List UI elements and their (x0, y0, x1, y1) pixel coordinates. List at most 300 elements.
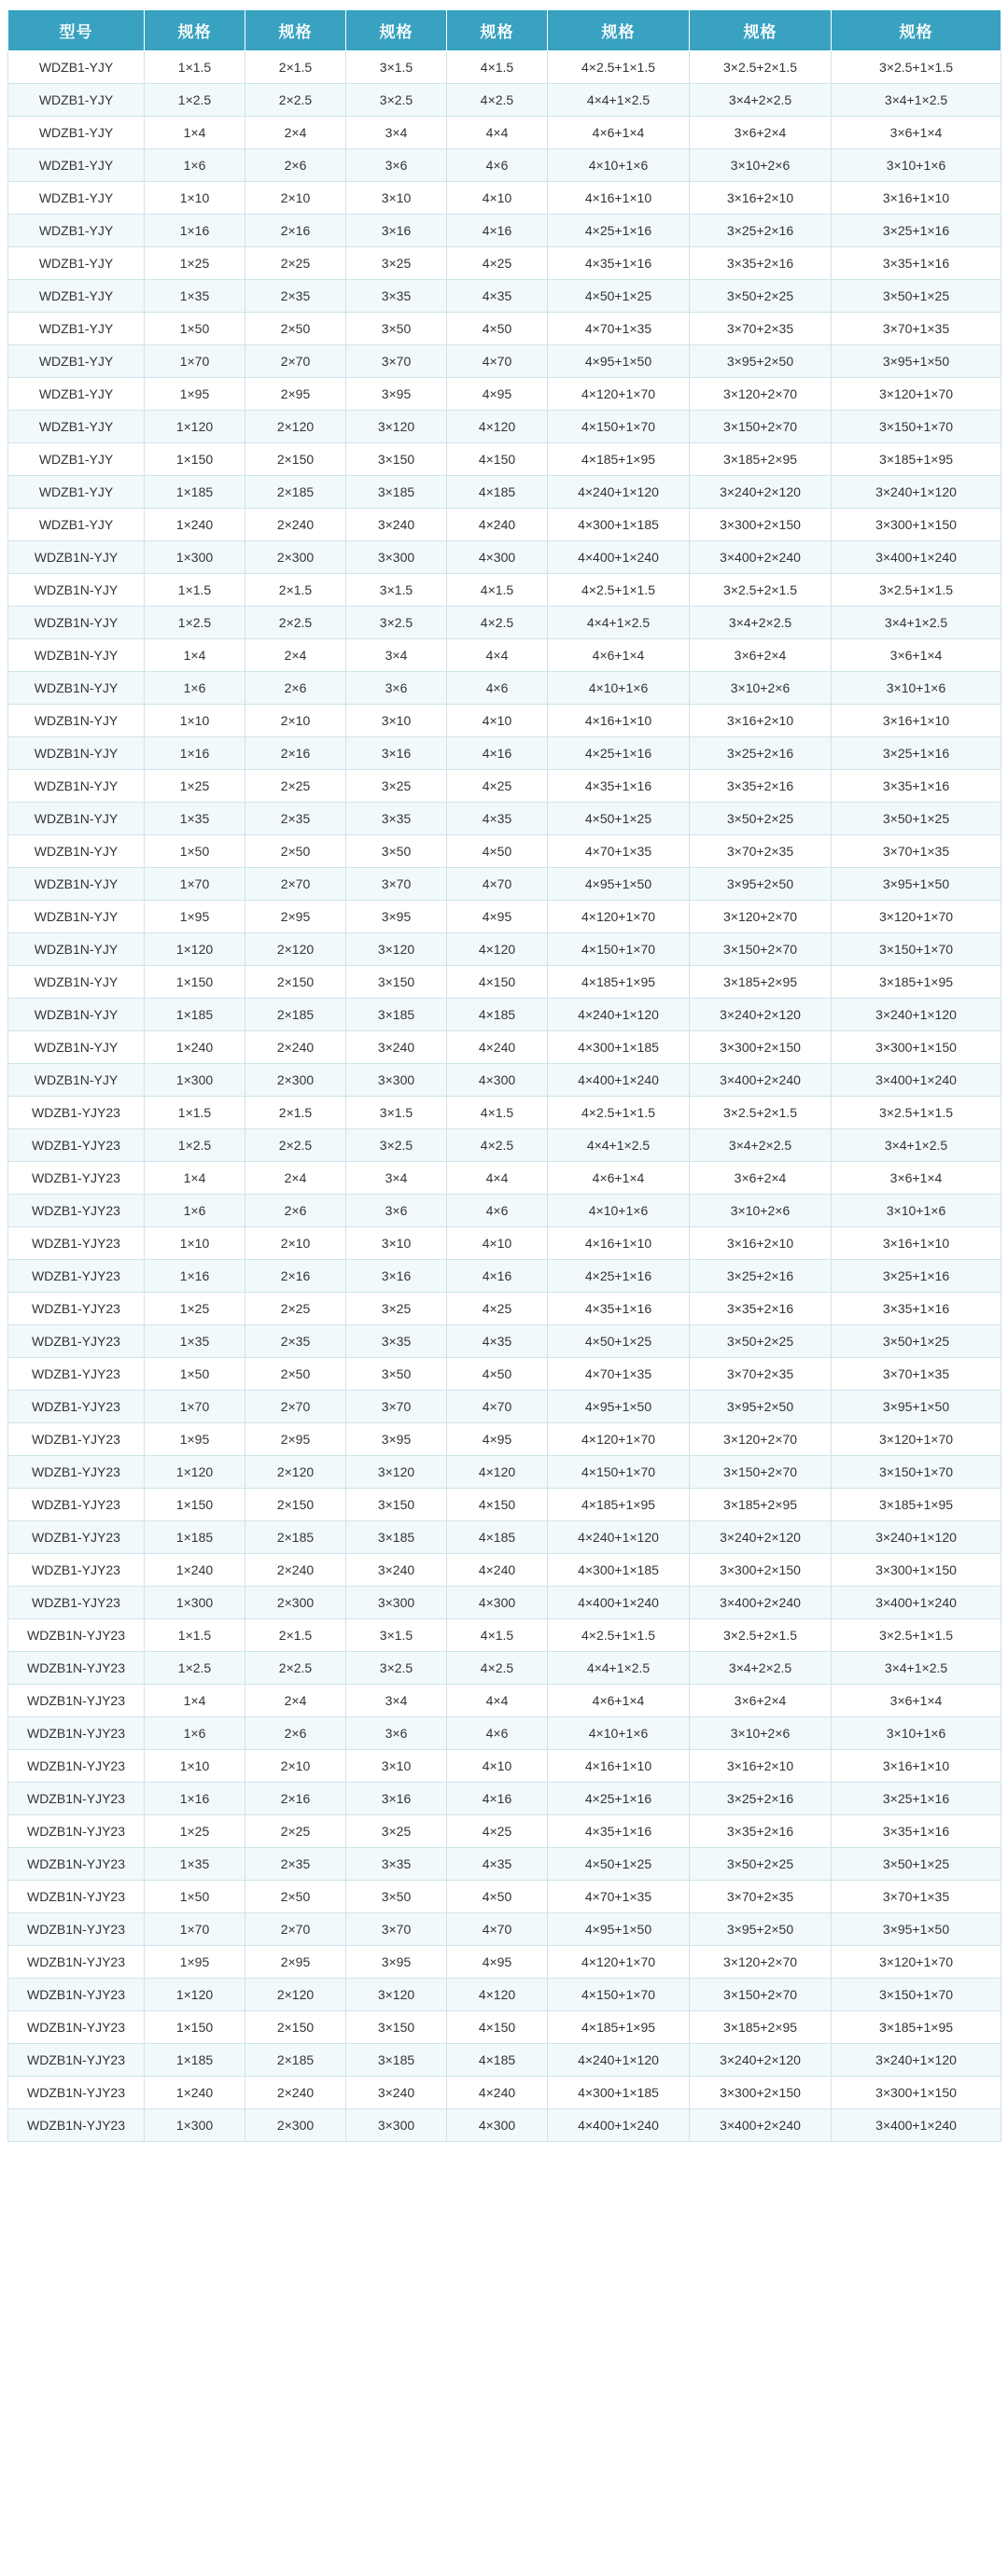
cell-spec-5: 4×120+1×70 (548, 1946, 690, 1979)
cell-model: WDZB1N-YJY23 (8, 2044, 145, 2077)
table-row (8, 1913, 1001, 1946)
cell-spec-3: 3×300 (346, 2109, 447, 2142)
cell-spec-6: 3×25+2×16 (690, 215, 832, 247)
cell-model: WDZB1N-YJY (8, 541, 145, 574)
cell-spec-7: 3×150+1×70 (832, 411, 1001, 443)
cell-spec-7: 3×16+1×10 (832, 705, 1001, 737)
cell-spec-2: 2×150 (245, 1489, 346, 1521)
cell-spec-7: 3×50+1×25 (832, 1848, 1001, 1881)
cell-spec-6: 3×400+2×240 (690, 1064, 832, 1097)
cell-model: WDZB1N-YJY23 (8, 1848, 145, 1881)
cell-spec-2: 2×300 (245, 1587, 346, 1619)
cell-spec-2: 2×70 (245, 1391, 346, 1423)
cell-spec-2: 2×300 (245, 1064, 346, 1097)
cell-model: WDZB1N-YJY (8, 1064, 145, 1097)
cell-model: WDZB1-YJY (8, 51, 145, 84)
cell-spec-7: 3×95+1×50 (832, 1913, 1001, 1946)
table-row (8, 2011, 1001, 2044)
cell-spec-1: 1×70 (145, 1391, 245, 1423)
cell-spec-5: 4×25+1×16 (548, 1783, 690, 1815)
cell-spec-7: 3×120+1×70 (832, 1946, 1001, 1979)
cell-spec-1: 1×95 (145, 901, 245, 933)
cell-model: WDZB1-YJY (8, 117, 145, 149)
cell-spec-2: 2×16 (245, 1260, 346, 1293)
cell-spec-6: 3×95+2×50 (690, 1391, 832, 1423)
cell-model: WDZB1-YJY23 (8, 1358, 145, 1391)
cell-spec-3: 3×150 (346, 443, 447, 476)
cell-spec-2: 2×70 (245, 868, 346, 901)
cell-model: WDZB1-YJY (8, 313, 145, 345)
cell-spec-4: 4×16 (447, 1260, 548, 1293)
cell-spec-2: 2×185 (245, 2044, 346, 2077)
table-row (8, 1783, 1001, 1815)
column-header-6: 规格 (690, 10, 832, 51)
cell-spec-6: 3×6+2×4 (690, 117, 832, 149)
cell-spec-7: 3×16+1×10 (832, 1750, 1001, 1783)
cell-spec-3: 3×6 (346, 672, 447, 705)
cell-spec-6: 3×4+2×2.5 (690, 1652, 832, 1685)
cell-spec-6: 3×120+2×70 (690, 901, 832, 933)
cell-spec-4: 4×35 (447, 803, 548, 835)
table-row (8, 1162, 1001, 1195)
cell-spec-6: 3×4+2×2.5 (690, 1129, 832, 1162)
cell-model: WDZB1-YJY23 (8, 1391, 145, 1423)
cell-spec-5: 4×2.5+1×1.5 (548, 574, 690, 607)
cell-spec-2: 2×16 (245, 1783, 346, 1815)
cell-spec-5: 4×185+1×95 (548, 966, 690, 999)
cell-model: WDZB1-YJY (8, 247, 145, 280)
cell-spec-2: 2×25 (245, 770, 346, 803)
cell-spec-4: 4×120 (447, 411, 548, 443)
cell-spec-2: 2×35 (245, 280, 346, 313)
cell-spec-6: 3×185+2×95 (690, 443, 832, 476)
table-row (8, 803, 1001, 835)
cell-spec-6: 3×2.5+2×1.5 (690, 1097, 832, 1129)
table-row (8, 1325, 1001, 1358)
cell-spec-7: 3×185+1×95 (832, 966, 1001, 999)
cell-spec-5: 4×16+1×10 (548, 1227, 690, 1260)
cell-spec-6: 3×10+2×6 (690, 672, 832, 705)
cell-spec-6: 3×120+2×70 (690, 1946, 832, 1979)
cell-model: WDZB1-YJY (8, 476, 145, 509)
cell-spec-1: 1×25 (145, 1293, 245, 1325)
cell-spec-7: 3×2.5+1×1.5 (832, 574, 1001, 607)
cell-spec-5: 4×2.5+1×1.5 (548, 51, 690, 84)
cell-spec-6: 3×70+2×35 (690, 313, 832, 345)
cell-spec-3: 3×35 (346, 1848, 447, 1881)
cell-spec-1: 1×185 (145, 2044, 245, 2077)
table-row (8, 182, 1001, 215)
cell-spec-1: 1×16 (145, 737, 245, 770)
cell-spec-3: 3×95 (346, 378, 447, 411)
cell-spec-6: 3×95+2×50 (690, 1913, 832, 1946)
cell-spec-6: 3×25+2×16 (690, 1783, 832, 1815)
cell-spec-3: 3×10 (346, 1750, 447, 1783)
cell-spec-4: 4×300 (447, 2109, 548, 2142)
cell-spec-2: 2×25 (245, 1293, 346, 1325)
cell-spec-3: 3×120 (346, 933, 447, 966)
cell-spec-1: 1×35 (145, 1848, 245, 1881)
table-row (8, 1064, 1001, 1097)
cell-model: WDZB1N-YJY (8, 737, 145, 770)
cell-spec-1: 1×300 (145, 1064, 245, 1097)
cell-spec-1: 1×35 (145, 280, 245, 313)
cell-spec-7: 3×95+1×50 (832, 345, 1001, 378)
cell-spec-1: 1×240 (145, 2077, 245, 2109)
table-row (8, 149, 1001, 182)
cell-spec-4: 4×6 (447, 1195, 548, 1227)
cell-spec-5: 4×10+1×6 (548, 1195, 690, 1227)
column-header-2: 规格 (245, 10, 346, 51)
cell-spec-3: 3×120 (346, 1456, 447, 1489)
cell-spec-4: 4×185 (447, 2044, 548, 2077)
cell-spec-2: 2×50 (245, 835, 346, 868)
cell-model: WDZB1-YJY (8, 215, 145, 247)
cell-spec-6: 3×4+2×2.5 (690, 607, 832, 639)
cell-spec-6: 3×150+2×70 (690, 1979, 832, 2011)
cell-spec-7: 3×150+1×70 (832, 1456, 1001, 1489)
cell-spec-7: 3×6+1×4 (832, 1685, 1001, 1717)
cell-spec-1: 1×70 (145, 868, 245, 901)
cell-spec-3: 3×35 (346, 280, 447, 313)
cell-model: WDZB1-YJY (8, 149, 145, 182)
cell-spec-4: 4×95 (447, 1946, 548, 1979)
cell-spec-3: 3×185 (346, 999, 447, 1031)
cell-spec-1: 1×1.5 (145, 574, 245, 607)
cell-spec-3: 3×25 (346, 770, 447, 803)
table-row (8, 737, 1001, 770)
cell-spec-6: 3×16+2×10 (690, 705, 832, 737)
cell-spec-4: 4×95 (447, 1423, 548, 1456)
cell-spec-5: 4×400+1×240 (548, 541, 690, 574)
cell-spec-7: 3×150+1×70 (832, 933, 1001, 966)
cell-spec-5: 4×150+1×70 (548, 411, 690, 443)
cell-spec-3: 3×25 (346, 1293, 447, 1325)
cell-model: WDZB1-YJY (8, 443, 145, 476)
cell-spec-2: 2×300 (245, 2109, 346, 2142)
cell-spec-1: 1×150 (145, 2011, 245, 2044)
cell-model: WDZB1N-YJY (8, 835, 145, 868)
cell-model: WDZB1N-YJY23 (8, 1946, 145, 1979)
cell-spec-2: 2×70 (245, 1913, 346, 1946)
cell-spec-6: 3×70+2×35 (690, 1358, 832, 1391)
cell-spec-2: 2×4 (245, 1162, 346, 1195)
cell-spec-5: 4×50+1×25 (548, 280, 690, 313)
cell-spec-2: 2×6 (245, 672, 346, 705)
cell-spec-3: 3×50 (346, 835, 447, 868)
cell-spec-2: 2×240 (245, 509, 346, 541)
cell-spec-2: 2×95 (245, 378, 346, 411)
cell-spec-4: 4×240 (447, 1554, 548, 1587)
cell-spec-7: 3×185+1×95 (832, 1489, 1001, 1521)
cell-spec-2: 2×2.5 (245, 1129, 346, 1162)
cell-spec-5: 4×50+1×25 (548, 1848, 690, 1881)
cell-spec-2: 2×50 (245, 1881, 346, 1913)
cell-spec-3: 3×185 (346, 476, 447, 509)
cell-spec-5: 4×70+1×35 (548, 313, 690, 345)
cell-spec-4: 4×95 (447, 378, 548, 411)
cell-spec-7: 3×6+1×4 (832, 117, 1001, 149)
cell-model: WDZB1N-YJY (8, 770, 145, 803)
cell-spec-3: 3×95 (346, 901, 447, 933)
cell-spec-3: 3×300 (346, 1587, 447, 1619)
cell-spec-5: 4×95+1×50 (548, 868, 690, 901)
cell-spec-5: 4×6+1×4 (548, 1162, 690, 1195)
cell-spec-1: 1×10 (145, 705, 245, 737)
cell-spec-3: 3×300 (346, 541, 447, 574)
cell-spec-6: 3×25+2×16 (690, 1260, 832, 1293)
cell-spec-5: 4×120+1×70 (548, 901, 690, 933)
cell-model: WDZB1N-YJY23 (8, 1750, 145, 1783)
cell-spec-4: 4×16 (447, 737, 548, 770)
column-header-0: 型号 (8, 10, 145, 51)
cell-model: WDZB1-YJY23 (8, 1587, 145, 1619)
cell-spec-2: 2×10 (245, 1227, 346, 1260)
cell-spec-3: 3×150 (346, 1489, 447, 1521)
cell-spec-3: 3×10 (346, 1227, 447, 1260)
cell-spec-5: 4×185+1×95 (548, 2011, 690, 2044)
cell-spec-1: 1×1.5 (145, 51, 245, 84)
cell-model: WDZB1N-YJY23 (8, 1783, 145, 1815)
cell-spec-7: 3×6+1×4 (832, 639, 1001, 672)
cell-spec-2: 2×1.5 (245, 1097, 346, 1129)
cell-spec-4: 4×150 (447, 443, 548, 476)
cell-spec-7: 3×70+1×35 (832, 313, 1001, 345)
cell-spec-5: 4×300+1×185 (548, 509, 690, 541)
cell-spec-6: 3×150+2×70 (690, 411, 832, 443)
cell-spec-5: 4×4+1×2.5 (548, 1652, 690, 1685)
cell-spec-2: 2×10 (245, 1750, 346, 1783)
table-row (8, 476, 1001, 509)
cell-spec-1: 1×1.5 (145, 1619, 245, 1652)
cell-spec-3: 3×4 (346, 1685, 447, 1717)
table-row (8, 1358, 1001, 1391)
cell-model: WDZB1N-YJY23 (8, 1815, 145, 1848)
cell-spec-2: 2×4 (245, 639, 346, 672)
cell-spec-2: 2×1.5 (245, 51, 346, 84)
cell-spec-4: 4×70 (447, 345, 548, 378)
cell-spec-5: 4×70+1×35 (548, 1358, 690, 1391)
cell-spec-7: 3×70+1×35 (832, 835, 1001, 868)
cell-spec-6: 3×35+2×16 (690, 770, 832, 803)
cell-spec-2: 2×120 (245, 933, 346, 966)
cell-spec-6: 3×300+2×150 (690, 1554, 832, 1587)
cell-spec-1: 1×2.5 (145, 1652, 245, 1685)
cell-spec-3: 3×6 (346, 1717, 447, 1750)
cell-spec-5: 4×4+1×2.5 (548, 607, 690, 639)
cell-spec-4: 4×240 (447, 2077, 548, 2109)
cell-spec-1: 1×10 (145, 1750, 245, 1783)
table-row (8, 1848, 1001, 1881)
cell-spec-5: 4×185+1×95 (548, 1489, 690, 1521)
cell-spec-6: 3×16+2×10 (690, 1227, 832, 1260)
cell-spec-3: 3×35 (346, 1325, 447, 1358)
cell-spec-3: 3×70 (346, 1913, 447, 1946)
cell-spec-4: 4×70 (447, 868, 548, 901)
cell-spec-7: 3×50+1×25 (832, 280, 1001, 313)
cell-spec-7: 3×25+1×16 (832, 1783, 1001, 1815)
cell-spec-6: 3×185+2×95 (690, 966, 832, 999)
cell-spec-7: 3×400+1×240 (832, 2109, 1001, 2142)
cell-spec-5: 4×25+1×16 (548, 215, 690, 247)
cell-spec-5: 4×150+1×70 (548, 1456, 690, 1489)
cell-spec-6: 3×95+2×50 (690, 868, 832, 901)
cell-spec-7: 3×35+1×16 (832, 770, 1001, 803)
cell-model: WDZB1-YJY (8, 280, 145, 313)
cell-spec-4: 4×35 (447, 1848, 548, 1881)
cell-spec-3: 3×240 (346, 2077, 447, 2109)
table-row (8, 1815, 1001, 1848)
cell-spec-5: 4×70+1×35 (548, 1881, 690, 1913)
cell-spec-6: 3×2.5+2×1.5 (690, 51, 832, 84)
cell-spec-3: 3×240 (346, 1554, 447, 1587)
cell-spec-5: 4×25+1×16 (548, 737, 690, 770)
cell-spec-5: 4×120+1×70 (548, 1423, 690, 1456)
table-header (8, 10, 1001, 51)
cell-model: WDZB1-YJY23 (8, 1227, 145, 1260)
cell-spec-2: 2×10 (245, 182, 346, 215)
cell-spec-7: 3×95+1×50 (832, 868, 1001, 901)
cell-spec-1: 1×300 (145, 541, 245, 574)
cell-spec-1: 1×2.5 (145, 84, 245, 117)
cell-spec-4: 4×300 (447, 1587, 548, 1619)
cell-spec-5: 4×25+1×16 (548, 1260, 690, 1293)
cell-spec-6: 3×4+2×2.5 (690, 84, 832, 117)
cell-spec-4: 4×50 (447, 1881, 548, 1913)
cell-spec-7: 3×240+1×120 (832, 476, 1001, 509)
cell-spec-3: 3×10 (346, 182, 447, 215)
cell-spec-1: 1×240 (145, 509, 245, 541)
cell-spec-4: 4×4 (447, 117, 548, 149)
cell-spec-6: 3×2.5+2×1.5 (690, 574, 832, 607)
cell-spec-4: 4×185 (447, 999, 548, 1031)
cell-spec-6: 3×10+2×6 (690, 149, 832, 182)
table-row (8, 966, 1001, 999)
cell-spec-6: 3×35+2×16 (690, 247, 832, 280)
cell-spec-2: 2×120 (245, 411, 346, 443)
cell-spec-5: 4×95+1×50 (548, 1391, 690, 1423)
cell-spec-7: 3×185+1×95 (832, 443, 1001, 476)
table-row (8, 1652, 1001, 1685)
cell-spec-6: 3×50+2×25 (690, 280, 832, 313)
cell-spec-6: 3×35+2×16 (690, 1293, 832, 1325)
table-row (8, 607, 1001, 639)
cell-spec-1: 1×16 (145, 1783, 245, 1815)
cell-spec-2: 2×35 (245, 1848, 346, 1881)
cell-spec-5: 4×4+1×2.5 (548, 84, 690, 117)
cell-model: WDZB1-YJY23 (8, 1423, 145, 1456)
table-row (8, 1489, 1001, 1521)
cell-spec-5: 4×6+1×4 (548, 1685, 690, 1717)
cell-model: WDZB1-YJY (8, 182, 145, 215)
cell-spec-4: 4×2.5 (447, 84, 548, 117)
cable-specification-table (7, 9, 1001, 2142)
cell-model: WDZB1N-YJY23 (8, 1913, 145, 1946)
cell-spec-7: 3×120+1×70 (832, 378, 1001, 411)
cell-spec-2: 2×16 (245, 215, 346, 247)
cell-spec-5: 4×16+1×10 (548, 1750, 690, 1783)
cell-spec-4: 4×10 (447, 182, 548, 215)
cell-spec-1: 1×50 (145, 1358, 245, 1391)
cell-spec-2: 2×95 (245, 901, 346, 933)
cell-spec-4: 4×6 (447, 1717, 548, 1750)
cell-spec-5: 4×16+1×10 (548, 182, 690, 215)
cell-spec-7: 3×4+1×2.5 (832, 1129, 1001, 1162)
table-row (8, 868, 1001, 901)
cell-spec-5: 4×150+1×70 (548, 933, 690, 966)
cell-spec-6: 3×150+2×70 (690, 933, 832, 966)
cell-spec-4: 4×10 (447, 1750, 548, 1783)
cell-spec-1: 1×300 (145, 2109, 245, 2142)
cell-spec-5: 4×2.5+1×1.5 (548, 1097, 690, 1129)
cell-spec-2: 2×6 (245, 1717, 346, 1750)
cell-spec-3: 3×25 (346, 247, 447, 280)
cell-spec-5: 4×35+1×16 (548, 1815, 690, 1848)
cell-spec-5: 4×6+1×4 (548, 639, 690, 672)
cell-spec-7: 3×10+1×6 (832, 149, 1001, 182)
cell-model: WDZB1-YJY (8, 378, 145, 411)
cell-spec-5: 4×240+1×120 (548, 2044, 690, 2077)
cell-spec-3: 3×95 (346, 1946, 447, 1979)
cell-model: WDZB1-YJY (8, 345, 145, 378)
table-row (8, 1554, 1001, 1587)
cell-spec-4: 4×70 (447, 1391, 548, 1423)
cell-spec-1: 1×16 (145, 215, 245, 247)
cell-spec-6: 3×120+2×70 (690, 1423, 832, 1456)
table-row (8, 1031, 1001, 1064)
table-row (8, 411, 1001, 443)
table-row (8, 999, 1001, 1031)
cell-spec-6: 3×16+2×10 (690, 1750, 832, 1783)
cell-spec-7: 3×35+1×16 (832, 1815, 1001, 1848)
cell-spec-7: 3×300+1×150 (832, 1031, 1001, 1064)
cell-spec-2: 2×4 (245, 1685, 346, 1717)
cell-spec-1: 1×50 (145, 835, 245, 868)
cell-model: WDZB1N-YJY (8, 966, 145, 999)
cell-model: WDZB1-YJY23 (8, 1554, 145, 1587)
cell-spec-6: 3×400+2×240 (690, 1587, 832, 1619)
cell-spec-5: 4×70+1×35 (548, 835, 690, 868)
cell-spec-3: 3×35 (346, 803, 447, 835)
table-row (8, 901, 1001, 933)
cell-spec-2: 2×185 (245, 476, 346, 509)
cell-spec-3: 3×120 (346, 411, 447, 443)
cell-spec-4: 4×120 (447, 1456, 548, 1489)
cell-spec-5: 4×10+1×6 (548, 149, 690, 182)
cell-spec-2: 2×1.5 (245, 1619, 346, 1652)
cell-model: WDZB1N-YJY (8, 901, 145, 933)
cell-spec-6: 3×50+2×25 (690, 803, 832, 835)
cell-model: WDZB1-YJY23 (8, 1162, 145, 1195)
cell-spec-1: 1×25 (145, 770, 245, 803)
cell-spec-3: 3×50 (346, 1881, 447, 1913)
table-row (8, 1521, 1001, 1554)
cell-model: WDZB1-YJY23 (8, 1260, 145, 1293)
table-row (8, 1391, 1001, 1423)
cell-spec-7: 3×35+1×16 (832, 1293, 1001, 1325)
cell-spec-7: 3×400+1×240 (832, 1587, 1001, 1619)
cell-spec-1: 1×95 (145, 1946, 245, 1979)
cell-spec-7: 3×10+1×6 (832, 1195, 1001, 1227)
cell-spec-2: 2×300 (245, 541, 346, 574)
cell-spec-7: 3×240+1×120 (832, 999, 1001, 1031)
cell-spec-1: 1×185 (145, 999, 245, 1031)
cell-spec-4: 4×240 (447, 509, 548, 541)
cell-spec-5: 4×240+1×120 (548, 476, 690, 509)
column-header-1: 规格 (145, 10, 245, 51)
cell-spec-3: 3×300 (346, 1064, 447, 1097)
cell-spec-2: 2×25 (245, 247, 346, 280)
